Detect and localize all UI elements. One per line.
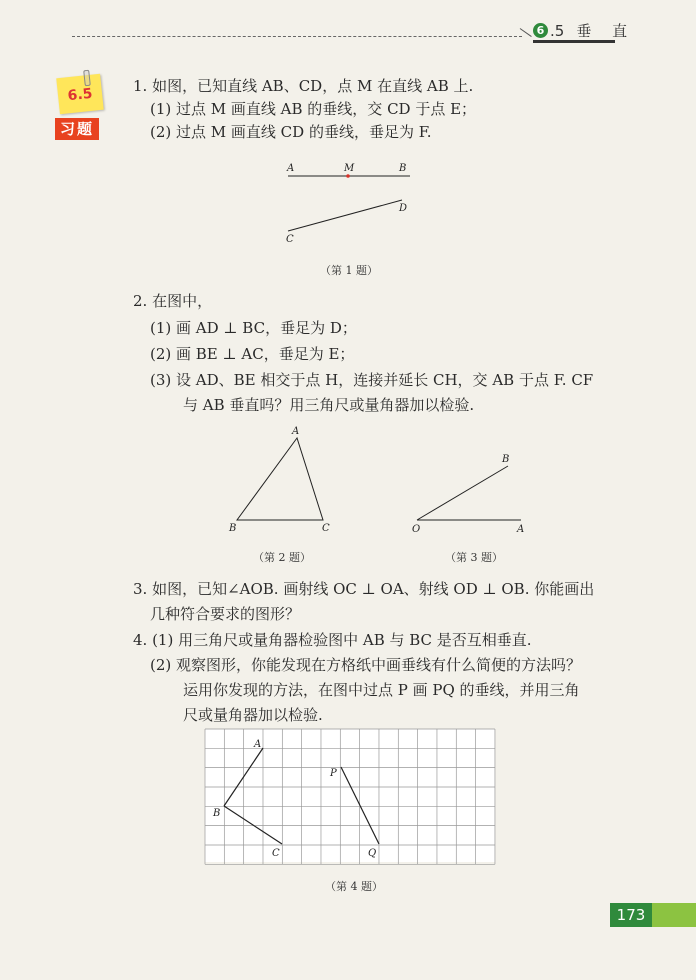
page-number: 173 [610,903,652,927]
q3-line2: 几种符合要求的图形？ [150,605,301,623]
q2-part3-line2: 与 AB 垂直吗？用三角尺或量角器加以检验. [183,396,475,414]
q2-caption: （第 2 题） [253,551,311,564]
line-cd [288,200,402,231]
chapter-number-badge: 6 [533,23,548,38]
q2-part2: (2) 画 BE ⊥ AC，垂足为 E； [150,345,355,363]
q2-part1: (1) 画 AD ⊥ BC，垂足为 D； [150,319,357,337]
label-b: B [229,523,237,534]
label-c: C [322,523,330,534]
label-a: A [517,524,525,535]
q4-part1: 4. (1) 用三角尺或量角器检验图中 AB 与 BC 是否互相垂直. [133,631,532,649]
q3-line1: 3. 如图，已知∠AOB. 画射线 OC ⊥ OA、射线 OD ⊥ OB. 你能画出 [133,580,595,598]
label-m: M [344,163,355,174]
q2-part3-line1: (3) 设 AD、BE 相交于点 H，连接并延长 CH，交 AB 于点 F. CF [150,371,594,389]
q3-caption: （第 3 题） [445,551,503,564]
label-a: A [292,426,300,437]
label-c: C [272,848,280,859]
q4-part2-line2: 运用你发现的方法，在图中过点 P 画 PQ 的垂线，并用三角 [183,681,580,699]
label-b: B [399,163,407,174]
q4-grid-figure [200,725,500,870]
q2-figure [225,422,340,537]
label-a: A [287,163,295,174]
label-b: B [502,454,510,465]
label-o: O [412,524,421,535]
section-sticky-note: 6.5 [56,74,104,114]
label-a: A [254,739,262,750]
grid-background [205,729,495,862]
ray-ob [417,466,508,520]
q1-figure [270,155,430,250]
label-q: Q [368,848,377,859]
section-title: 垂 直 [576,22,636,40]
label-d: D [399,203,408,214]
q1-stem: 1. 如图，已知直线 AB、CD，点 M 在直线 AB 上. [133,77,474,95]
q2-stem: 2. 在图中， [133,292,213,310]
label-p: P [330,768,337,779]
point-m [346,174,350,178]
label-c: C [286,234,294,245]
q3-figure [405,450,535,535]
page-tab-decoration [652,903,696,927]
q4-caption: （第 4 题） [325,880,383,893]
exercise-label: 习题 [55,118,99,140]
q1-part1: (1) 过点 M 画直线 AB 的垂线，交 CD 于点 E； [150,100,477,118]
q4-part2-line3: 尺或量角器加以检验. [183,706,323,724]
header-divider [72,36,522,37]
q1-caption: （第 1 题） [320,264,378,277]
section-subnumber: .5 [550,21,565,40]
q4-part2-line1: (2) 观察图形，你能发现在方格纸中画垂线有什么简便的方法吗？ [150,656,582,674]
triangle-abc [237,438,323,520]
label-b: B [213,808,221,819]
q1-part2: (2) 过点 M 画直线 CD 的垂线，垂足为 F. [150,123,432,141]
section-header [533,20,635,41]
paper-clip-icon [83,70,91,87]
